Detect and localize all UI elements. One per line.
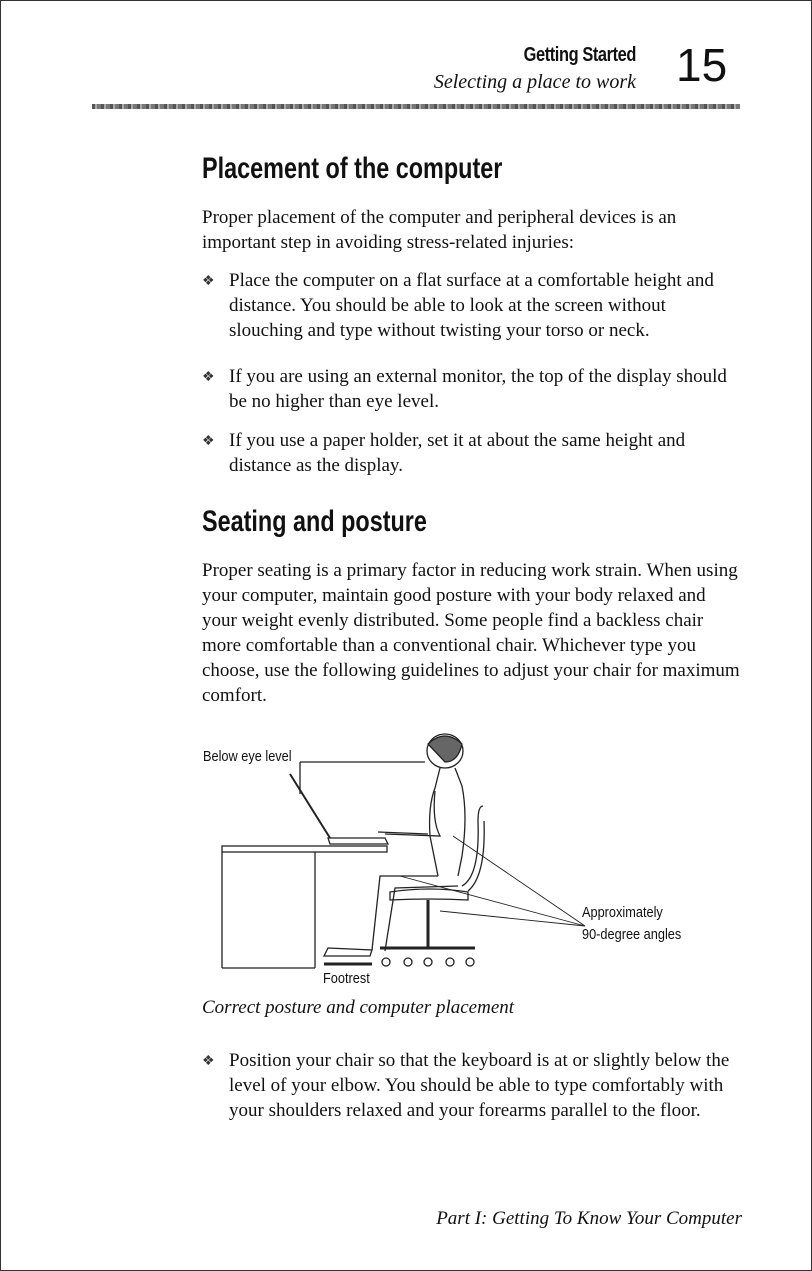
intro-seating: Proper seating is a primary factor in reducing work strain. When using your computer, maintain good posture with your body relaxed and your weight evenly distributed. Some people find a backless chair more comfortable than a conventional chair. Whichever type you choose, use the following guidelines to adjust your chair for maximum comfort. bbox=[202, 560, 740, 706]
diamond-bullet-icon: ❖ bbox=[202, 370, 215, 385]
header-rule bbox=[92, 104, 740, 109]
heading-seating: Seating and posture bbox=[202, 505, 427, 538]
page-number: 15 bbox=[676, 39, 728, 91]
diamond-bullet-icon: ❖ bbox=[202, 1054, 215, 1069]
intro-placement: Proper placement of the computer and peripheral devices is an important step in avoiding stress-related injuries: bbox=[202, 207, 677, 253]
figure-caption: Correct posture and computer placement bbox=[202, 997, 515, 1018]
diamond-bullet-icon: ❖ bbox=[202, 434, 215, 449]
page-footer: Part I: Getting To Know Your Computer bbox=[436, 1208, 742, 1229]
running-header-subtitle: Selecting a place to work bbox=[433, 71, 636, 93]
laptop-base bbox=[328, 838, 388, 844]
label-below-eye-level: Below eye level bbox=[203, 748, 292, 765]
running-header-title: Getting Started bbox=[523, 44, 636, 66]
label-footrest: Footrest bbox=[323, 970, 370, 987]
desk-top bbox=[222, 846, 387, 852]
diamond-bullet-icon: ❖ bbox=[202, 274, 215, 289]
label-90-degree-angles: 90-degree angles bbox=[582, 926, 682, 943]
posture-illustration bbox=[200, 726, 600, 986]
label-approximately: Approximately bbox=[582, 904, 663, 921]
laptop-screen bbox=[290, 774, 330, 838]
heading-placement: Placement of the computer bbox=[202, 152, 503, 185]
